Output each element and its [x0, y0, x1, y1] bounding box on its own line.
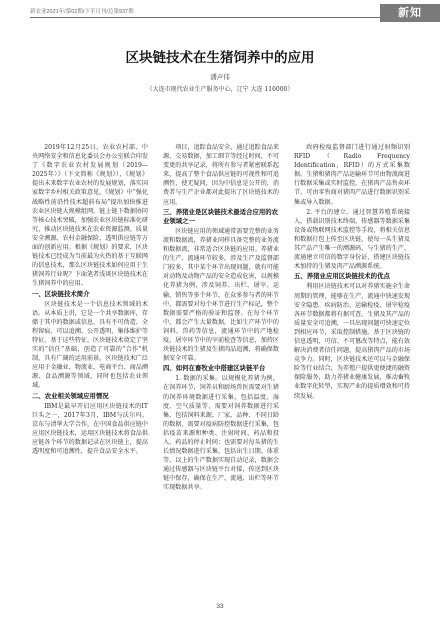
section-heading: 四、如何在畜牧业中搭建区块链平台: [163, 364, 266, 373]
issue-line: 新农业2021年/第02期/下半月刊/总第937期: [30, 9, 134, 15]
article-author: 潘声伟: [210, 73, 230, 81]
section-label: 新知: [380, 4, 440, 22]
section-heading: 二、农业相关领域应用情况: [32, 391, 109, 400]
paragraph: IBM是最早开启应用区块链技术的IT巨头之一，2017年3月，IBM与沃尔玛、京东与清华大学合作，在中国食品供应链中应用区块链技术，运用区块链技术将食品供应链各个环节的数据记录在区块链上，提高透明度和可追溯性，提升食品安全水平。: [32, 402, 148, 456]
article-affiliation: （大连市现代农业生产服务中心，辽宁 大连 116000）: [146, 86, 294, 93]
paragraph: 区块链技术是一个信息技术领域的术语。从本质上讲，它是一个共享数据库，存储于其中的数据或信息，具有不可伪造、全程留痕、可以追溯、公开透明、集体维护等特征。基于这些特征，区块链技术奠定了坚实的“信任”基础，创造了可靠的“合作”机制，具有广阔的运用前景。区块链技术广泛应用于金融业、物流业、电商平台、商品溯源、食品溯源等领域，同时也包括农业领域。: [32, 300, 148, 390]
paragraph: 2019年12月25日，农业农村部、中央网络安全和信息化委员会办公室联合印发了《数字农业农村发展规划（2019—2025年）》（下文简称《规划》），《规划》提出未来数字农业农村的发展规划，落实国家数字乡村相关政策意见，《规划》中“强化战略性前沿性技术超前布局”提出加快推进农业区块链大规模组网、链上链下数据协同等核心技术突破，加强农业区块链标准化研究，推动区块链技术在农业资源监测、质量安全溯源、农村金融保险、透明供应链等方面的创新应用。根据《规划》的要求，区块链技术已经成为当前最为火热的基于互联网的信息技术，那么区块链技术如何应用于生猪饲养行业呢？下面笔者浅谈区块链技术在生猪饲养中的应用。: [32, 144, 148, 288]
article-body: [32, 143, 410, 595]
page-header: [0, 0, 440, 24]
column-3: [294, 143, 410, 595]
column-1: [32, 143, 148, 595]
paragraph: 利用区块链技术可以对养猪实施全生命周期的管理，能够在生产、流通中快速发现安全隐患。疾病防治、运输检疫、屠宰检疫各环节数据都将有据可查，生猪及其产品的质量安全可追溯，一旦出现问题可快速定位到相应环节，采取控制措施。基于区块链的信息透明、可信、不可篡改等特点，能有效解决消费者信任问题，提高猪肉产品的市场竞争力。同时，区块链技术还可以与金融保险等行业结合，为养殖户提供更便捷的融资保险服务，助力养猪业健康发展，推动畜牧业数字化转型，实现产业的提质增效和可持续发展。: [294, 283, 410, 400]
section-heading: 一、区块链技术简介: [32, 289, 90, 298]
paragraph: 政府检疫监督部门进行通过射频识别RFID（Radio Frequency Identification，RFID）的方式采集数据。生猪和猪肉产品运输环节可由物流商进行数据采集或实时监控，在猪肉产品售卖环节，可由零售商对猪肉产品进行数据识别采集或导入数据。: [294, 144, 410, 206]
article-title: 区块链技术在生猪饲养中的应用: [125, 50, 315, 66]
page-number: 33: [216, 603, 224, 610]
section-heading: 五、养猪业应用区块链技术的优点: [294, 272, 390, 281]
paragraph: 2. 平台的建立。通过智慧养殖系统接入，搭载识别技术终端、传感器等数据采集设备或物联网技术监控等手段，将相关信息和数据打包上传至区块链，使每一头生猪及其产品产生唯一的溯源码，与生猪的生产、流通建立可信的数字身份证，搭建区块链技术加持的生猪及肉产品溯源系统。: [294, 208, 410, 271]
paragraph: 区块链应用的领域通常需要完整的业务流和数据流，养猪业同样具备完整的业务流和数据流，非常适合区块链的应用。养猪业的生产、流通环节较多，涉及生产及监督部门较多，其中某个环节出现问题，就有可能对动物及动物产品的安全造成危害，以规模化养猪为例，涉及饲养、出栏、屠宰、运输、销售等多个环节，在众多参与者的环节中，都需要对每个环节进行生产标记，整个数据需要严格的验证和监督。在每个环节中，都会产生大量数据，比如生产环节中的饲料、兽药等信息，流通环节中的产地检疫，屠宰环节中的宰前检查等信息，加持区块链技术的生猪及生猪肉品追溯，将确保数据安全可靠。: [163, 227, 279, 363]
column-2: [163, 143, 279, 595]
header-rule: [30, 17, 382, 18]
paragraph: 项目，追踪食品安全，通过追踪食品来源，交易数据，加工细节等经过时间，不可变更的共享记录，将所有参与者紧密联系起来，提高了整个食品供应链的可视性和可追溯性，使无疑问，因为中信息是公开的，消费者与生产企业都对此提出了区块链技术的应用。: [163, 144, 279, 206]
section-heading: 三、养猪业是区块链技术最适合应用的农业领域之一: [163, 207, 279, 225]
paragraph: 1. 数据的采集。以规模化养猪为例，在饲养环节，饲养员和厨场兽医需要对生猪的饲养环境数据进行采集，包括温度、湿度、空气质量等，需要对饲养数据进行采集，包括饲料来源、厂家、品种、不同日龄的数据，需要对疫病防控数据进行采集，包括疫苗来源和种类、注射时间、药品和投入，药品的停止时间；也需要对每头猪的生长情况数据进行采集，包括出生日期、体重等，以上的生产数据实现自动记录，数据会通过传感器与区块链平台对接，传送到区块链中保存，确保在生产、流通、出栏等环节实现数据共享。: [163, 375, 279, 492]
